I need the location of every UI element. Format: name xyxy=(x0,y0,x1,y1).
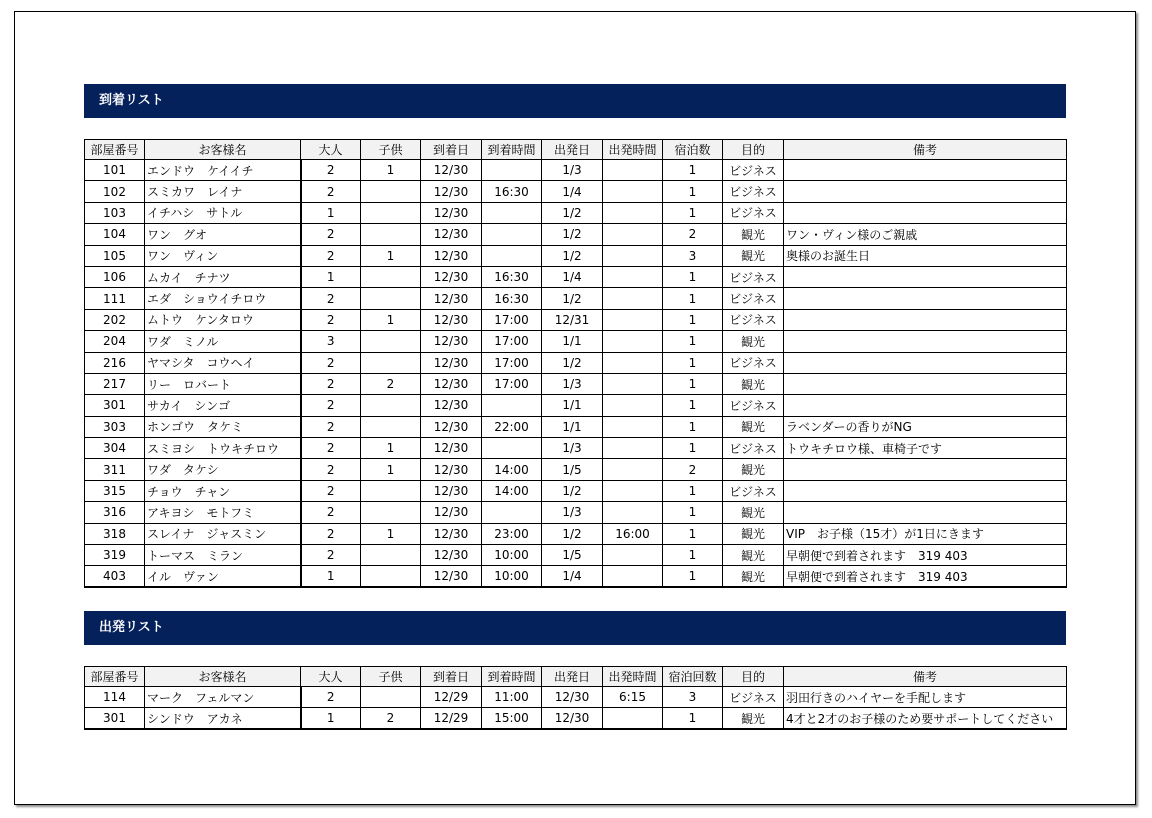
cell-nights: 3 xyxy=(663,245,723,266)
cell-guest-name: イチハシ サトル xyxy=(145,202,301,223)
cell-adults: 2 xyxy=(301,224,361,245)
cell-departure-date: 1/2 xyxy=(542,480,603,501)
table-row xyxy=(85,373,1067,394)
cell-purpose: 観光 xyxy=(723,373,784,394)
cell-children: 1 xyxy=(361,459,421,480)
cell-arrival-time xyxy=(482,224,542,245)
column-header-purpose: 目的 xyxy=(723,140,784,160)
cell-purpose: 観光 xyxy=(723,416,784,437)
cell-purpose: 観光 xyxy=(723,523,784,544)
cell-nights: 1 xyxy=(663,438,723,459)
cell-arrival-date: 12/30 xyxy=(421,502,482,523)
cell-remarks xyxy=(784,309,1067,330)
cell-room-number: 101 xyxy=(85,160,145,181)
cell-purpose: 観光 xyxy=(723,459,784,480)
cell-room-number: 318 xyxy=(85,523,145,544)
cell-departure-time xyxy=(603,502,663,523)
cell-adults: 2 xyxy=(301,373,361,394)
cell-departure-time xyxy=(603,566,663,587)
cell-arrival-date: 12/30 xyxy=(421,309,482,330)
cell-departure-time xyxy=(603,160,663,181)
cell-adults: 1 xyxy=(301,202,361,223)
cell-room-number: 204 xyxy=(85,331,145,352)
cell-guest-name: エダ ショウイチロウ xyxy=(145,288,301,309)
cell-adults: 2 xyxy=(301,395,361,416)
cell-departure-date: 1/2 xyxy=(542,245,603,266)
cell-children xyxy=(361,331,421,352)
cell-children xyxy=(361,416,421,437)
cell-departure-date: 1/2 xyxy=(542,288,603,309)
cell-nights: 1 xyxy=(663,309,723,330)
cell-guest-name: トーマス ミラン xyxy=(145,545,301,566)
cell-children xyxy=(361,502,421,523)
cell-children: 1 xyxy=(361,160,421,181)
cell-children: 1 xyxy=(361,523,421,544)
cell-departure-date: 1/4 xyxy=(542,181,603,202)
cell-departure-date: 1/5 xyxy=(542,545,603,566)
cell-room-number: 111 xyxy=(85,288,145,309)
cell-adults: 2 xyxy=(301,181,361,202)
column-header-departure-date: 出発日 xyxy=(542,667,603,687)
cell-nights: 1 xyxy=(663,266,723,287)
cell-guest-name: シンドウ アカネ xyxy=(145,708,301,729)
column-header-adults: 大人 xyxy=(301,667,361,687)
cell-room-number: 301 xyxy=(85,395,145,416)
cell-nights: 1 xyxy=(663,502,723,523)
cell-purpose: ビジネス xyxy=(723,288,784,309)
cell-nights: 3 xyxy=(663,687,723,708)
cell-guest-name: サカイ シンゴ xyxy=(145,395,301,416)
cell-nights: 1 xyxy=(663,416,723,437)
cell-departure-date: 1/2 xyxy=(542,202,603,223)
cell-remarks: 4才と2才のお子様のため要サポートしてください xyxy=(784,708,1067,729)
cell-children xyxy=(361,224,421,245)
cell-purpose: 観光 xyxy=(723,224,784,245)
cell-guest-name: ワン ヴィン xyxy=(145,245,301,266)
cell-arrival-time: 22:00 xyxy=(482,416,542,437)
cell-remarks: ワン・ヴィン様のご親戚 xyxy=(784,224,1067,245)
cell-purpose: 観光 xyxy=(723,331,784,352)
cell-purpose: ビジネス xyxy=(723,202,784,223)
cell-room-number: 216 xyxy=(85,352,145,373)
cell-departure-date: 1/3 xyxy=(542,438,603,459)
cell-arrival-date: 12/30 xyxy=(421,416,482,437)
cell-nights: 1 xyxy=(663,373,723,394)
column-header-room-number: 部屋番号 xyxy=(85,667,145,687)
column-header-arrival-date: 到着日 xyxy=(421,140,482,160)
cell-departure-date: 1/3 xyxy=(542,502,603,523)
cell-room-number: 102 xyxy=(85,181,145,202)
cell-nights: 2 xyxy=(663,459,723,480)
cell-guest-name: ワン グオ xyxy=(145,224,301,245)
cell-guest-name: アキヨシ モトフミ xyxy=(145,502,301,523)
cell-arrival-date: 12/30 xyxy=(421,224,482,245)
cell-departure-date: 1/4 xyxy=(542,266,603,287)
cell-departure-time xyxy=(603,352,663,373)
cell-arrival-time: 16:30 xyxy=(482,288,542,309)
cell-purpose: 観光 xyxy=(723,545,784,566)
cell-children xyxy=(361,181,421,202)
cell-departure-time xyxy=(603,395,663,416)
column-header-adults: 大人 xyxy=(301,140,361,160)
cell-departure-date: 12/31 xyxy=(542,309,603,330)
cell-arrival-time: 15:00 xyxy=(482,708,542,729)
table-header-row xyxy=(85,140,1067,160)
cell-remarks xyxy=(784,352,1067,373)
column-header-remarks: 備考 xyxy=(784,667,1067,687)
cell-adults: 2 xyxy=(301,160,361,181)
cell-children xyxy=(361,395,421,416)
cell-remarks xyxy=(784,480,1067,501)
column-header-arrival-time: 到着時間 xyxy=(482,667,542,687)
cell-nights: 1 xyxy=(663,181,723,202)
cell-departure-date: 1/3 xyxy=(542,160,603,181)
departure-list-header: 出発リスト xyxy=(84,611,1066,645)
cell-room-number: 103 xyxy=(85,202,145,223)
cell-adults: 1 xyxy=(301,266,361,287)
cell-purpose: ビジネス xyxy=(723,352,784,373)
cell-departure-time xyxy=(603,416,663,437)
cell-nights: 1 xyxy=(663,708,723,729)
cell-arrival-date: 12/30 xyxy=(421,160,482,181)
cell-adults: 2 xyxy=(301,438,361,459)
cell-purpose: 観光 xyxy=(723,245,784,266)
table-row xyxy=(85,224,1067,245)
table-row xyxy=(85,416,1067,437)
cell-arrival-date: 12/30 xyxy=(421,245,482,266)
cell-departure-date: 1/1 xyxy=(542,395,603,416)
cell-purpose: ビジネス xyxy=(723,480,784,501)
cell-adults: 2 xyxy=(301,309,361,330)
column-header-guest-name: お客様名 xyxy=(145,140,301,160)
cell-guest-name: リー ロバート xyxy=(145,373,301,394)
cell-room-number: 319 xyxy=(85,545,145,566)
cell-children xyxy=(361,545,421,566)
table-row xyxy=(85,687,1067,708)
cell-purpose: ビジネス xyxy=(723,266,784,287)
cell-arrival-date: 12/30 xyxy=(421,181,482,202)
cell-departure-time xyxy=(603,224,663,245)
cell-departure-date: 1/2 xyxy=(542,352,603,373)
cell-departure-time xyxy=(603,708,663,729)
cell-arrival-date: 12/30 xyxy=(421,566,482,587)
cell-adults: 2 xyxy=(301,245,361,266)
departure-list-table xyxy=(84,666,1067,730)
table-row xyxy=(85,309,1067,330)
cell-adults: 2 xyxy=(301,416,361,437)
cell-arrival-time xyxy=(482,438,542,459)
cell-arrival-date: 12/30 xyxy=(421,288,482,309)
cell-adults: 2 xyxy=(301,288,361,309)
cell-arrival-date: 12/30 xyxy=(421,331,482,352)
cell-departure-date: 1/2 xyxy=(542,523,603,544)
cell-room-number: 106 xyxy=(85,266,145,287)
table-row xyxy=(85,545,1067,566)
cell-arrival-time: 14:00 xyxy=(482,459,542,480)
column-header-children: 子供 xyxy=(361,140,421,160)
cell-children xyxy=(361,202,421,223)
table-row xyxy=(85,502,1067,523)
cell-children xyxy=(361,352,421,373)
cell-adults: 2 xyxy=(301,545,361,566)
cell-remarks xyxy=(784,373,1067,394)
cell-remarks: ラベンダーの香りがNG xyxy=(784,416,1067,437)
cell-departure-time xyxy=(603,480,663,501)
cell-purpose: ビジネス xyxy=(723,181,784,202)
cell-adults: 1 xyxy=(301,708,361,729)
cell-departure-time xyxy=(603,288,663,309)
cell-arrival-time xyxy=(482,202,542,223)
cell-departure-time xyxy=(603,309,663,330)
cell-guest-name: ワダ ミノル xyxy=(145,331,301,352)
cell-departure-date: 1/1 xyxy=(542,331,603,352)
cell-room-number: 311 xyxy=(85,459,145,480)
cell-arrival-date: 12/30 xyxy=(421,266,482,287)
cell-departure-date: 12/30 xyxy=(542,687,603,708)
cell-remarks: トウキチロウ様、車椅子です xyxy=(784,438,1067,459)
cell-nights: 1 xyxy=(663,352,723,373)
cell-purpose: ビジネス xyxy=(723,309,784,330)
cell-arrival-time: 17:00 xyxy=(482,309,542,330)
table-row xyxy=(85,523,1067,544)
cell-nights: 1 xyxy=(663,523,723,544)
table-header-row xyxy=(85,667,1067,687)
cell-departure-time xyxy=(603,181,663,202)
cell-guest-name: エンドウ ケイイチ xyxy=(145,160,301,181)
cell-departure-time xyxy=(603,202,663,223)
cell-guest-name: ヤマシタ コウヘイ xyxy=(145,352,301,373)
column-header-nights: 宿泊回数 xyxy=(663,667,723,687)
cell-remarks xyxy=(784,160,1067,181)
table-row xyxy=(85,202,1067,223)
cell-arrival-time: 16:30 xyxy=(482,266,542,287)
cell-arrival-time xyxy=(482,160,542,181)
cell-guest-name: ムトウ ケンタロウ xyxy=(145,309,301,330)
cell-arrival-time: 10:00 xyxy=(482,566,542,587)
cell-remarks xyxy=(784,288,1067,309)
cell-guest-name: イル ヴァン xyxy=(145,566,301,587)
cell-remarks xyxy=(784,459,1067,480)
cell-children: 2 xyxy=(361,708,421,729)
cell-purpose: ビジネス xyxy=(723,438,784,459)
cell-room-number: 105 xyxy=(85,245,145,266)
cell-nights: 1 xyxy=(663,545,723,566)
cell-arrival-date: 12/30 xyxy=(421,459,482,480)
cell-nights: 1 xyxy=(663,288,723,309)
column-header-arrival-date: 到着日 xyxy=(421,667,482,687)
cell-arrival-time: 17:00 xyxy=(482,373,542,394)
table-row xyxy=(85,160,1067,181)
cell-room-number: 403 xyxy=(85,566,145,587)
cell-remarks: 早朝便で到着されます 319 403 xyxy=(784,566,1067,587)
cell-arrival-date: 12/29 xyxy=(421,708,482,729)
cell-arrival-time: 17:00 xyxy=(482,331,542,352)
arrival-list-table xyxy=(84,139,1067,588)
cell-children xyxy=(361,566,421,587)
column-header-departure-time: 出発時間 xyxy=(603,140,663,160)
column-header-remarks: 備考 xyxy=(784,140,1067,160)
cell-room-number: 217 xyxy=(85,373,145,394)
cell-departure-time xyxy=(603,266,663,287)
cell-children xyxy=(361,480,421,501)
column-header-departure-time: 出発時間 xyxy=(603,667,663,687)
cell-guest-name: スミヨシ トウキチロウ xyxy=(145,438,301,459)
cell-departure-date: 1/1 xyxy=(542,416,603,437)
cell-adults: 2 xyxy=(301,502,361,523)
cell-room-number: 316 xyxy=(85,502,145,523)
cell-remarks: 早朝便で到着されます 319 403 xyxy=(784,545,1067,566)
table-row xyxy=(85,480,1067,501)
column-header-room-number: 部屋番号 xyxy=(85,140,145,160)
cell-adults: 3 xyxy=(301,331,361,352)
cell-departure-time: 16:00 xyxy=(603,523,663,544)
cell-children: 2 xyxy=(361,373,421,394)
cell-purpose: 観光 xyxy=(723,566,784,587)
cell-arrival-date: 12/30 xyxy=(421,545,482,566)
cell-remarks xyxy=(784,331,1067,352)
cell-arrival-date: 12/30 xyxy=(421,438,482,459)
cell-room-number: 114 xyxy=(85,687,145,708)
cell-departure-time xyxy=(603,545,663,566)
cell-remarks xyxy=(784,266,1067,287)
cell-departure-time: 6:15 xyxy=(603,687,663,708)
cell-departure-time xyxy=(603,373,663,394)
cell-adults: 2 xyxy=(301,459,361,480)
cell-remarks xyxy=(784,395,1067,416)
cell-room-number: 301 xyxy=(85,708,145,729)
cell-room-number: 104 xyxy=(85,224,145,245)
cell-departure-time xyxy=(603,438,663,459)
cell-children: 1 xyxy=(361,438,421,459)
cell-nights: 1 xyxy=(663,566,723,587)
cell-purpose: 観光 xyxy=(723,708,784,729)
cell-departure-date: 1/3 xyxy=(542,373,603,394)
cell-children: 1 xyxy=(361,309,421,330)
cell-arrival-time xyxy=(482,395,542,416)
cell-remarks: 羽田行きのハイヤーを手配します xyxy=(784,687,1067,708)
cell-departure-date: 1/4 xyxy=(542,566,603,587)
table-row xyxy=(85,266,1067,287)
cell-arrival-time: 16:30 xyxy=(482,181,542,202)
column-header-arrival-time: 到着時間 xyxy=(482,140,542,160)
table-row xyxy=(85,288,1067,309)
cell-nights: 1 xyxy=(663,160,723,181)
column-header-purpose: 目的 xyxy=(723,667,784,687)
cell-adults: 2 xyxy=(301,687,361,708)
cell-children xyxy=(361,288,421,309)
table-row xyxy=(85,459,1067,480)
cell-children xyxy=(361,687,421,708)
cell-guest-name: スミカワ レイナ xyxy=(145,181,301,202)
cell-adults: 2 xyxy=(301,352,361,373)
table-row xyxy=(85,245,1067,266)
cell-departure-time xyxy=(603,331,663,352)
cell-nights: 2 xyxy=(663,224,723,245)
cell-room-number: 304 xyxy=(85,438,145,459)
cell-arrival-time: 10:00 xyxy=(482,545,542,566)
cell-arrival-date: 12/30 xyxy=(421,352,482,373)
cell-arrival-date: 12/29 xyxy=(421,687,482,708)
cell-nights: 1 xyxy=(663,395,723,416)
cell-nights: 1 xyxy=(663,331,723,352)
cell-remarks xyxy=(784,202,1067,223)
cell-room-number: 303 xyxy=(85,416,145,437)
cell-arrival-date: 12/30 xyxy=(421,373,482,394)
table-row xyxy=(85,438,1067,459)
table-row xyxy=(85,352,1067,373)
table-row xyxy=(85,331,1067,352)
cell-children: 1 xyxy=(361,245,421,266)
cell-guest-name: スレイナ ジャスミン xyxy=(145,523,301,544)
cell-remarks: VIP お子様（15才）が1日にきます xyxy=(784,523,1067,544)
table-row xyxy=(85,566,1067,587)
cell-arrival-date: 12/30 xyxy=(421,395,482,416)
cell-room-number: 202 xyxy=(85,309,145,330)
column-header-children: 子供 xyxy=(361,667,421,687)
cell-arrival-time xyxy=(482,502,542,523)
table-row xyxy=(85,395,1067,416)
cell-arrival-date: 12/30 xyxy=(421,202,482,223)
cell-departure-time xyxy=(603,245,663,266)
column-header-departure-date: 出発日 xyxy=(542,140,603,160)
cell-purpose: 観光 xyxy=(723,502,784,523)
cell-purpose: ビジネス xyxy=(723,687,784,708)
cell-arrival-date: 12/30 xyxy=(421,523,482,544)
cell-room-number: 315 xyxy=(85,480,145,501)
column-header-nights: 宿泊数 xyxy=(663,140,723,160)
cell-departure-date: 12/30 xyxy=(542,708,603,729)
cell-guest-name: マーク フェルマン xyxy=(145,687,301,708)
cell-adults: 1 xyxy=(301,566,361,587)
column-header-guest-name: お客様名 xyxy=(145,667,301,687)
cell-arrival-time: 17:00 xyxy=(482,352,542,373)
cell-arrival-date: 12/30 xyxy=(421,480,482,501)
cell-purpose: ビジネス xyxy=(723,160,784,181)
cell-guest-name: チョウ チャン xyxy=(145,480,301,501)
arrival-list-header: 到着リスト xyxy=(84,84,1066,118)
cell-remarks xyxy=(784,502,1067,523)
cell-children xyxy=(361,266,421,287)
cell-nights: 1 xyxy=(663,480,723,501)
cell-purpose: ビジネス xyxy=(723,395,784,416)
cell-nights: 1 xyxy=(663,202,723,223)
cell-arrival-time: 14:00 xyxy=(482,480,542,501)
cell-remarks xyxy=(784,181,1067,202)
cell-guest-name: ワダ タケシ xyxy=(145,459,301,480)
table-row xyxy=(85,708,1067,729)
cell-guest-name: ホンゴウ タケミ xyxy=(145,416,301,437)
cell-arrival-time: 11:00 xyxy=(482,687,542,708)
cell-guest-name: ムカイ チナツ xyxy=(145,266,301,287)
cell-arrival-time xyxy=(482,245,542,266)
cell-arrival-time: 23:00 xyxy=(482,523,542,544)
cell-departure-time xyxy=(603,459,663,480)
cell-adults: 2 xyxy=(301,523,361,544)
table-row xyxy=(85,181,1067,202)
cell-departure-date: 1/5 xyxy=(542,459,603,480)
cell-adults: 2 xyxy=(301,480,361,501)
cell-departure-date: 1/2 xyxy=(542,224,603,245)
cell-remarks: 奥様のお誕生日 xyxy=(784,245,1067,266)
